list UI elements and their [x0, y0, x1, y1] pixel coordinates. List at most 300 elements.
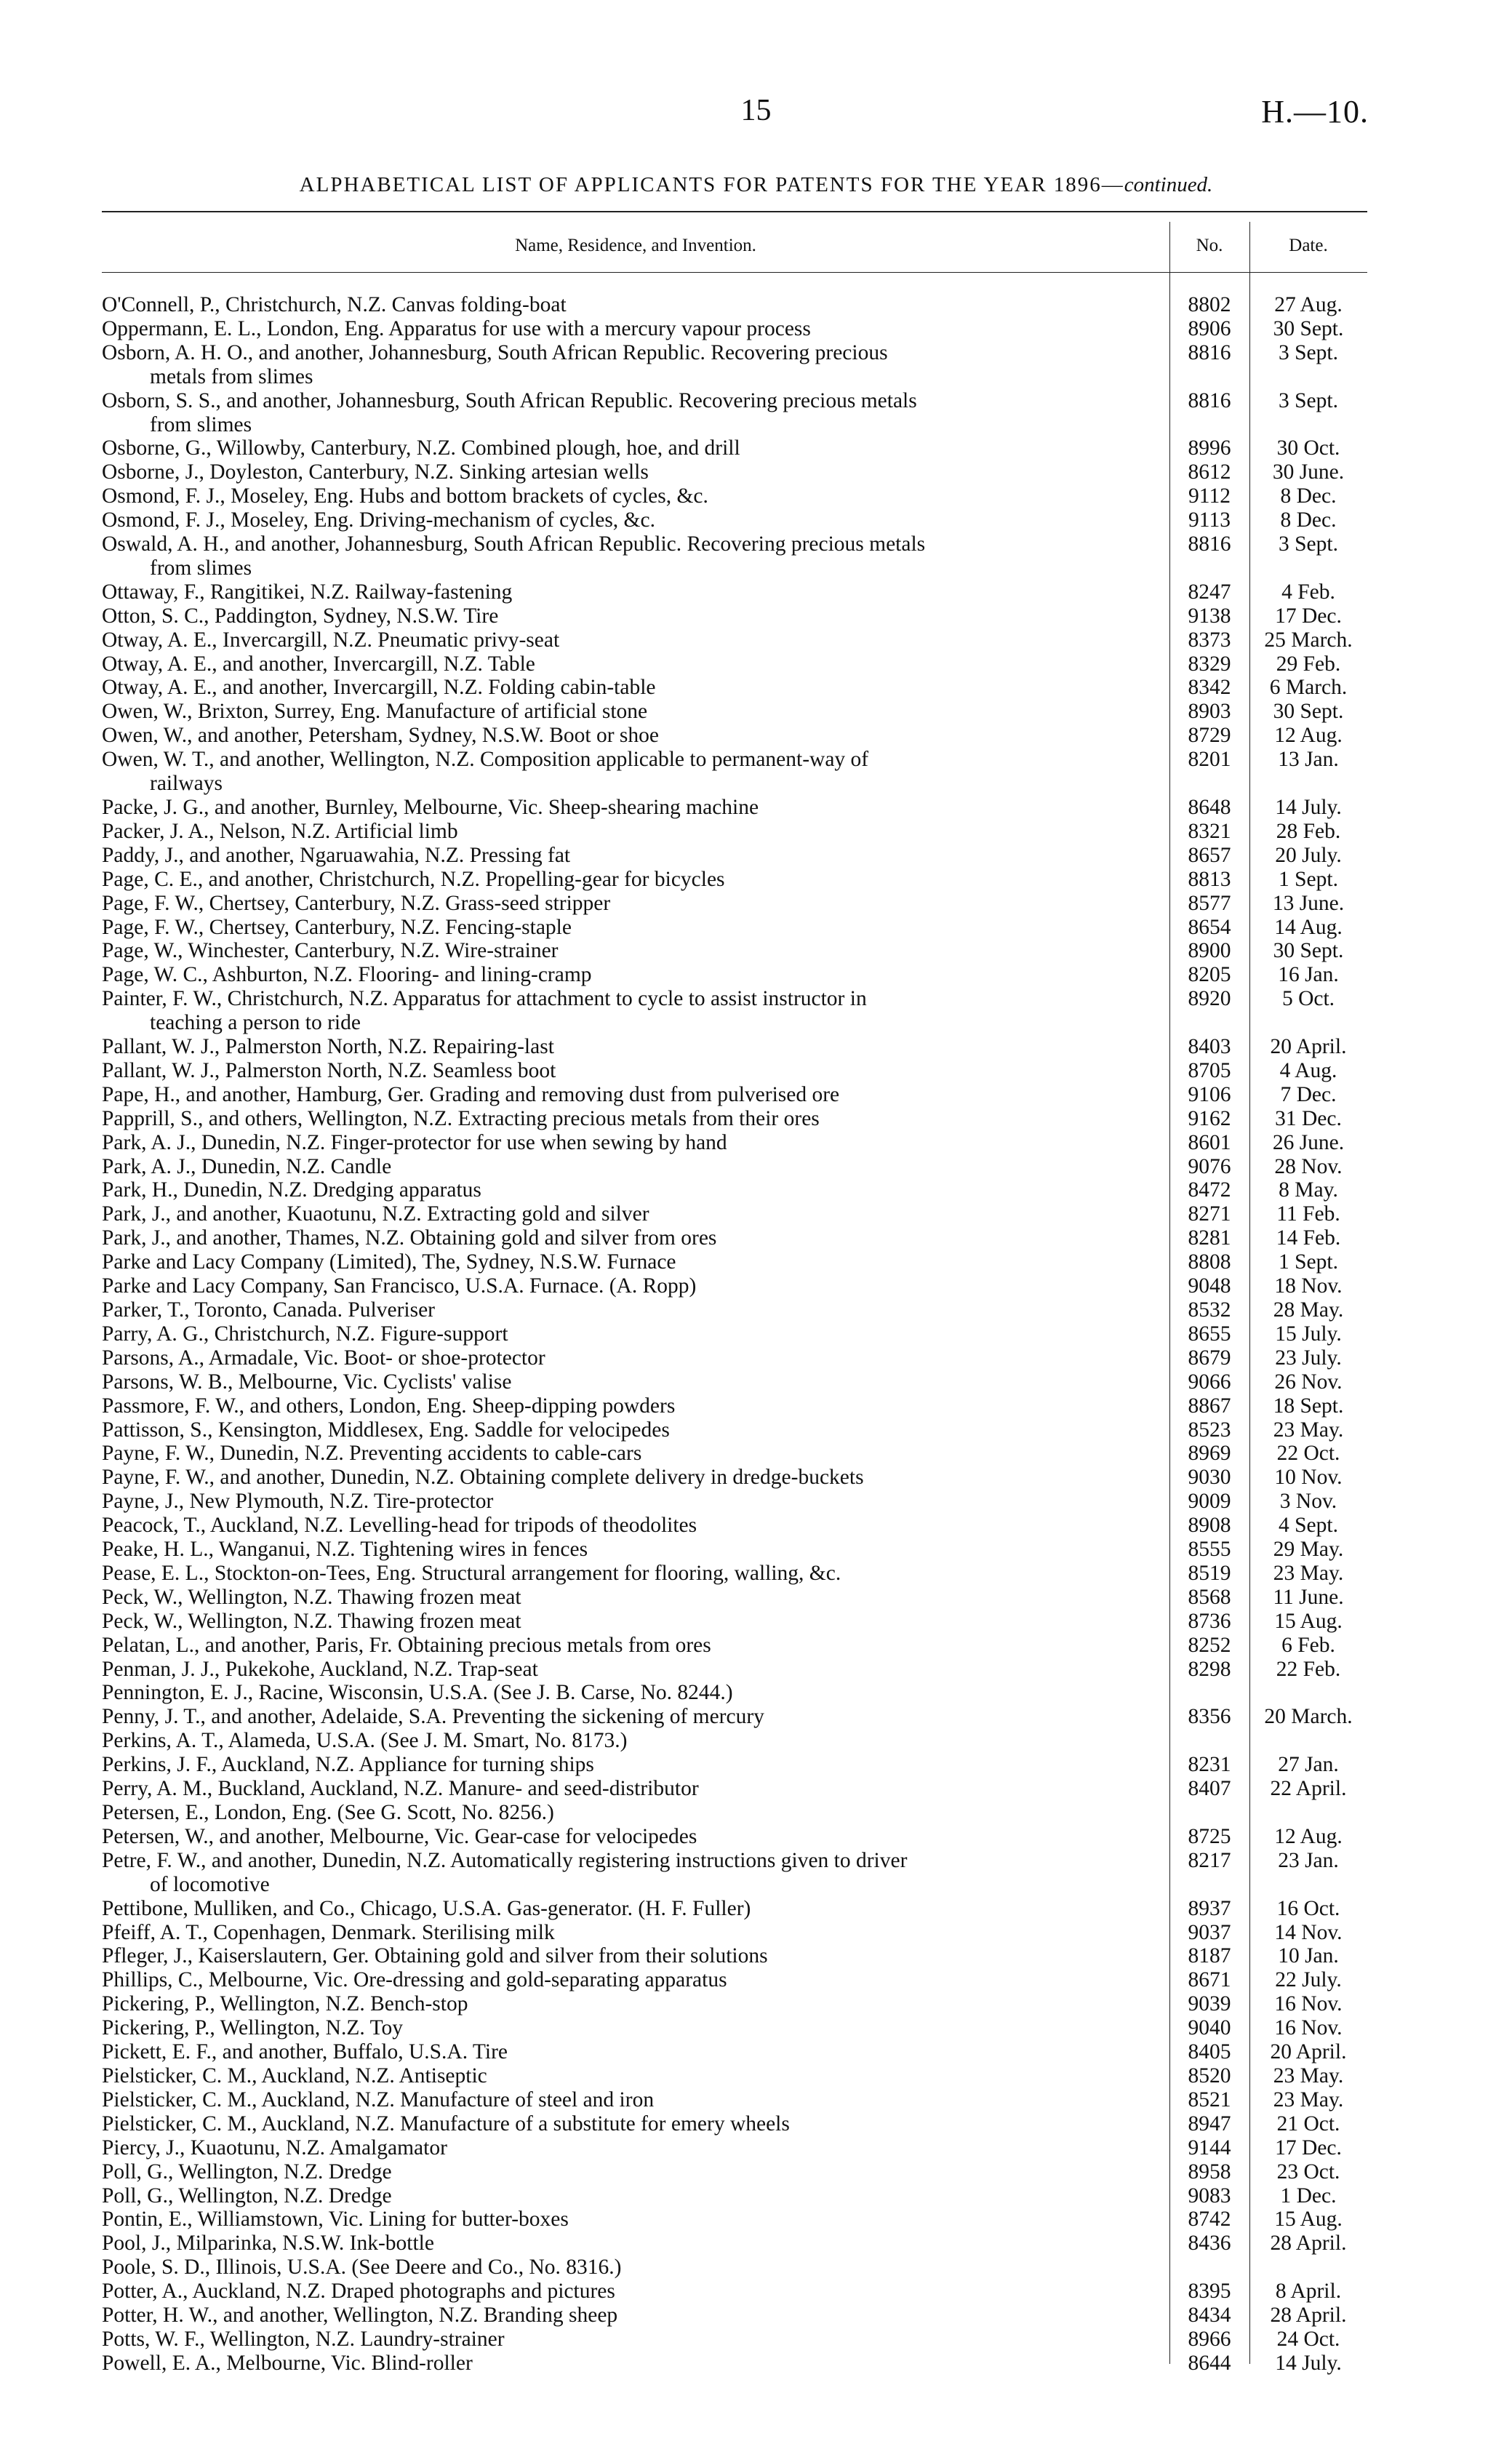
list-item — [102, 916, 1367, 940]
entry-number: 9009 — [1188, 1490, 1231, 1514]
entry-text: Piercy, J., Kuaotunu, N.Z. Amalgamator — [102, 2136, 447, 2160]
entry-name-invention — [102, 1131, 1169, 1155]
entry-text: Pickering, P., Wellington, N.Z. Toy — [102, 2016, 404, 2040]
page-title — [0, 173, 1512, 197]
list-item — [102, 508, 1367, 532]
entry-name-invention — [102, 1921, 1169, 1945]
entry-date: 14 Aug. — [1274, 915, 1343, 939]
entry-name-invention — [102, 2256, 1169, 2280]
entry-name-invention — [102, 2184, 1169, 2208]
entry-date: 13 Jan. — [1278, 748, 1339, 772]
entry-name-invention — [102, 963, 1169, 987]
list-item — [102, 748, 1367, 796]
entry-text: Osmond, F. J., Moseley, Eng. Driving-mechanism of cycles, &c. — [102, 508, 655, 532]
entry-text: Phillips, C., Melbourne, Vic. Ore-dressing and gold-separating apparatus — [102, 1968, 727, 1992]
entry-number — [1169, 1801, 1249, 1825]
list-item — [102, 963, 1367, 987]
list-item — [102, 1274, 1367, 1298]
entry-name-invention — [102, 1825, 1169, 1849]
entry-text: Page, F. W., Chertsey, Canterbury, N.Z. Grass-seed stripper — [102, 891, 611, 915]
entry-date: 14 July. — [1275, 2351, 1342, 2375]
list-item — [102, 1562, 1367, 1586]
list-item — [102, 1729, 1367, 1753]
entry-name-invention — [102, 1658, 1169, 1682]
entry-number: 8205 — [1188, 963, 1231, 987]
entry-number — [1169, 2256, 1249, 2280]
list-item — [102, 2064, 1367, 2088]
entry-text: Peake, H. L., Wanganui, N.Z. Tightening wires in fences — [102, 1538, 588, 1562]
entry-name-invention — [102, 1586, 1169, 1610]
entry-number: 8201 — [1188, 748, 1231, 772]
entry-number: 9039 — [1188, 1992, 1231, 2016]
list-item — [102, 1490, 1367, 1514]
list-item — [102, 580, 1367, 604]
entry-name-invention — [102, 939, 1169, 963]
entry-number: 8808 — [1188, 1250, 1231, 1274]
entry-name-invention — [102, 844, 1169, 868]
entry-date: 12 Aug. — [1274, 1824, 1343, 1848]
entry-text: Page, C. E., and another, Christchurch, N.Z. Propelling-gear for bicycles — [102, 867, 725, 891]
entry-name-invention — [102, 1346, 1169, 1370]
entry-text: Osborne, G., Willowby, Canterbury, N.Z. Combined plough, hoe, and drill — [102, 436, 740, 460]
entry-text: Pease, E. L., Stockton-on-Tees, Eng. Structural arrangement for flooring, walling, &c. — [102, 1561, 841, 1585]
entry-date: 11 June. — [1273, 1585, 1344, 1609]
entry-name-invention — [102, 1322, 1169, 1346]
entry-text: Otway, A. E., and another, Invercargill, N.Z. Table — [102, 652, 535, 676]
entry-date: 27 Jan. — [1278, 1753, 1339, 1777]
entry-number: 8434 — [1188, 2304, 1231, 2328]
list-item — [102, 2136, 1367, 2160]
list-item — [102, 1897, 1367, 1921]
entry-text: Osborn, S. S., and another, Johannesburg, South African Republic. Recovering precious metals — [102, 388, 917, 412]
entry-name-invention — [102, 2328, 1169, 2352]
entry-date: 11 Feb. — [1276, 1202, 1340, 1226]
list-item — [102, 389, 1367, 437]
list-item — [102, 1226, 1367, 1250]
entry-text: Powell, E. A., Melbourne, Vic. Blind-roller — [102, 2351, 473, 2375]
entry-text: Page, W. C., Ashburton, N.Z. Flooring- and lining-cramp — [102, 963, 592, 987]
entry-text: Park, A. J., Dunedin, N.Z. Finger-protector for use when sewing by hand — [102, 1130, 727, 1154]
list-item — [102, 1178, 1367, 1202]
entry-date: 20 March. — [1264, 1705, 1353, 1729]
list-item — [102, 700, 1367, 724]
entry-name-invention — [102, 1634, 1169, 1658]
entry-number: 8867 — [1188, 1394, 1231, 1418]
column-header-date: Date. — [1289, 236, 1328, 255]
list-item — [102, 1514, 1367, 1538]
entry-date: 8 April. — [1275, 2280, 1342, 2304]
entry-number: 8679 — [1188, 1346, 1231, 1370]
entry-name-invention — [102, 724, 1169, 748]
entry-number: 8373 — [1188, 628, 1231, 652]
entry-name-invention — [102, 2040, 1169, 2064]
entry-text: Parsons, W. B., Melbourne, Vic. Cyclists' valise — [102, 1370, 512, 1394]
entry-text: Pelatan, L., and another, Paris, Fr. Obtaining precious metals from ores — [102, 1633, 711, 1657]
entry-number: 8231 — [1188, 1753, 1231, 1777]
entry-number: 8655 — [1188, 1322, 1231, 1346]
entry-name-invention — [102, 748, 1169, 796]
entry-date: 16 Oct. — [1276, 1896, 1340, 1920]
entry-date: 3 Sept. — [1279, 532, 1338, 556]
entry-number: 8906 — [1188, 316, 1231, 340]
list-item — [102, 2016, 1367, 2040]
entry-name-invention — [102, 1705, 1169, 1729]
column-header-no: No. — [1196, 236, 1223, 255]
list-item — [102, 532, 1367, 580]
entry-text: Pielsticker, C. M., Auckland, N.Z. Manufacture of a substitute for emery wheels — [102, 2112, 790, 2136]
entry-text: Osborne, J., Doyleston, Canterbury, N.Z. Sinking artesian wells — [102, 460, 649, 484]
entry-number: 8648 — [1188, 795, 1231, 819]
list-item — [102, 724, 1367, 748]
list-item — [102, 652, 1367, 676]
entry-date: 4 Sept. — [1279, 1514, 1338, 1538]
entry-name-invention — [102, 1083, 1169, 1107]
entry-name-invention — [102, 1849, 1169, 1897]
entry-number: 9112 — [1188, 484, 1231, 508]
entry-continuation: from slimes — [150, 412, 252, 436]
entry-text: Poll, G., Wellington, N.Z. Dredge — [102, 2184, 392, 2208]
entry-number: 8937 — [1188, 1896, 1231, 1920]
entry-date: 5 Oct. — [1281, 987, 1335, 1011]
entry-continuation: metals from slimes — [150, 364, 313, 388]
entry-number: 8472 — [1188, 1178, 1231, 1202]
entry-date: 1 Sept. — [1279, 867, 1338, 891]
entry-text: Page, W., Winchester, Canterbury, N.Z. Wire-strainer — [102, 939, 559, 963]
entry-name-invention — [102, 2112, 1169, 2136]
entry-date: 4 Feb. — [1281, 580, 1335, 604]
entry-number: 8601 — [1188, 1130, 1231, 1154]
entry-text: Painter, F. W., Christchurch, N.Z. Apparatus for attachment to cycle to assist instructor in — [102, 987, 867, 1011]
entry-text: Parke and Lacy Company, San Francisco, U.S.A. Furnace. (A. Ropp) — [102, 1274, 697, 1298]
entry-name-invention — [102, 1610, 1169, 1634]
entry-number: 8900 — [1188, 939, 1231, 963]
entry-text: Pennington, E. J., Racine, Wisconsin, U.S.A. (See J. B. Carse, No. 8244.) — [102, 1681, 733, 1705]
entry-date: 14 Nov. — [1274, 1920, 1343, 1944]
entry-number: 8298 — [1188, 1657, 1231, 1681]
entry-text: Parry, A. G., Christchurch, N.Z. Figure-support — [102, 1322, 508, 1346]
entry-name-invention — [102, 1777, 1169, 1801]
entry-text: Potts, W. F., Wellington, N.Z. Laundry-strainer — [102, 2327, 505, 2351]
list-item — [102, 820, 1367, 844]
entry-text: Parker, T., Toronto, Canada. Pulveriser — [102, 1298, 435, 1322]
list-item — [102, 1083, 1367, 1107]
entry-text: Peck, W., Wellington, N.Z. Thawing frozen meat — [102, 1609, 521, 1633]
entry-name-invention — [102, 916, 1169, 940]
entry-text: Ottaway, F., Rangitikei, N.Z. Railway-fastening — [102, 580, 513, 604]
entry-date: 29 Feb. — [1276, 652, 1341, 676]
list-item — [102, 2304, 1367, 2328]
entry-name-invention — [102, 1538, 1169, 1562]
entry-number: 8519 — [1188, 1561, 1231, 1585]
entry-continuation: from slimes — [150, 556, 252, 580]
entry-name-invention — [102, 1250, 1169, 1274]
list-item — [102, 2328, 1367, 2352]
entry-date: 27 Aug. — [1274, 293, 1343, 316]
entry-text: Potter, A., Auckland, N.Z. Draped photographs and pictures — [102, 2280, 615, 2304]
entry-continuation: of locomotive — [150, 1872, 270, 1896]
entry-text: Payne, F. W., Dunedin, N.Z. Preventing accidents to cable-cars — [102, 1442, 642, 1466]
entry-name-invention — [102, 2208, 1169, 2232]
entry-text: Otway, A. E., Invercargill, N.Z. Pneumatic privy-seat — [102, 628, 560, 652]
entry-number: 8217 — [1188, 1848, 1231, 1872]
entry-text: Park, H., Dunedin, N.Z. Dredging apparatus — [102, 1178, 481, 1202]
entry-name-invention — [102, 1370, 1169, 1394]
entry-text: Park, A. J., Dunedin, N.Z. Candle — [102, 1154, 392, 1178]
list-item — [102, 987, 1367, 1035]
entry-text: Poll, G., Wellington, N.Z. Dredge — [102, 2160, 392, 2184]
list-item — [102, 676, 1367, 700]
entry-date: 7 Dec. — [1280, 1082, 1337, 1106]
list-item — [102, 1155, 1367, 1179]
entry-date: 8 Dec. — [1280, 508, 1337, 532]
entry-date: 13 June. — [1272, 891, 1345, 915]
entry-name-invention — [102, 1562, 1169, 1586]
entry-text: Pattisson, S., Kensington, Middlesex, Eng. Saddle for velocipedes — [102, 1418, 670, 1442]
entry-date: 20 April. — [1270, 1035, 1347, 1059]
entry-date: 18 Nov. — [1274, 1274, 1343, 1298]
entry-text: Pfeiff, A. T., Copenhagen, Denmark. Sterilising milk — [102, 1920, 555, 1944]
entry-name-invention — [102, 820, 1169, 844]
entry-name-invention — [102, 2064, 1169, 2088]
document-code: H.—10. — [1261, 94, 1369, 129]
entry-text: O'Connell, P., Christchurch, N.Z. Canvas folding-boat — [102, 293, 567, 316]
entry-number: 8321 — [1188, 819, 1231, 843]
entry-number: 8657 — [1188, 843, 1231, 867]
entry-text: Owen, W., Brixton, Surrey, Eng. Manufacture of artificial stone — [102, 700, 648, 724]
entry-number: 8816 — [1188, 532, 1231, 556]
list-item — [102, 1658, 1367, 1682]
entry-text: Papprill, S., and others, Wellington, N.Z. Extracting precious metals from their ores — [102, 1106, 820, 1130]
entry-date: 30 June. — [1272, 460, 1345, 484]
entry-date: 12 Aug. — [1274, 724, 1343, 748]
entry-name-invention — [102, 1418, 1169, 1442]
entry-text: Payne, F. W., and another, Dunedin, N.Z. Obtaining complete delivery in dredge-buckets — [102, 1466, 864, 1490]
entry-text: Owen, W., and another, Petersham, Sydney, N.S.W. Boot or shoe — [102, 724, 660, 748]
entry-date: 6 Feb. — [1281, 1633, 1335, 1657]
entry-text: Pool, J., Milparinka, N.S.W. Ink-bottle — [102, 2232, 434, 2256]
entry-number: 8816 — [1188, 388, 1231, 412]
entry-number: 8725 — [1188, 1824, 1231, 1848]
list-item — [102, 460, 1367, 484]
list-item — [102, 1131, 1367, 1155]
entry-date: 22 July. — [1275, 1968, 1342, 1992]
entry-name-invention — [102, 1514, 1169, 1538]
entry-name-invention — [102, 987, 1169, 1035]
entry-text: Packe, J. G., and another, Burnley, Melbourne, Vic. Sheep-shearing machine — [102, 795, 759, 819]
entry-date: 23 July. — [1275, 1346, 1342, 1370]
entry-number: 8356 — [1188, 1705, 1231, 1729]
entry-number: 8577 — [1188, 891, 1231, 915]
entry-text: Petersen, E., London, Eng. (See G. Scott, No. 8256.) — [102, 1801, 554, 1825]
entry-number: 9037 — [1188, 1920, 1231, 1944]
entry-name-invention — [102, 700, 1169, 724]
entry-text: Pettibone, Mulliken, and Co., Chicago, U.S.A. Gas-generator. (H. F. Fuller) — [102, 1896, 751, 1920]
list-item — [102, 1346, 1367, 1370]
entry-number: 8187 — [1188, 1944, 1231, 1968]
entry-date: 18 Sept. — [1273, 1394, 1344, 1418]
entry-number: 8252 — [1188, 1633, 1231, 1657]
entry-number: 8521 — [1188, 2088, 1231, 2112]
list-item — [102, 868, 1367, 892]
entry-continuation: railways — [150, 772, 223, 796]
entry-number: 8329 — [1188, 652, 1231, 676]
list-item — [102, 844, 1367, 868]
entry-name-invention — [102, 1178, 1169, 1202]
entry-number: 8342 — [1188, 676, 1231, 700]
entry-date: 30 Sept. — [1273, 939, 1344, 963]
entry-date: 23 Jan. — [1278, 1848, 1339, 1872]
entry-text: Penman, J. J., Pukekohe, Auckland, N.Z. Trap-seat — [102, 1657, 538, 1681]
entry-name-invention — [102, 2352, 1169, 2376]
entry-name-invention — [102, 2136, 1169, 2160]
entry-name-invention — [102, 2160, 1169, 2184]
entry-number: 8407 — [1188, 1777, 1231, 1801]
entry-text: Perry, A. M., Buckland, Auckland, N.Z. Manure- and seed-distributor — [102, 1777, 699, 1801]
entry-number: 8996 — [1188, 436, 1231, 460]
list-item — [102, 628, 1367, 652]
entry-name-invention — [102, 796, 1169, 820]
entry-text: Page, F. W., Chertsey, Canterbury, N.Z. Fencing-staple — [102, 915, 572, 939]
list-item — [102, 1777, 1367, 1801]
entry-number: 9113 — [1188, 508, 1231, 532]
entry-date: 15 July. — [1275, 1322, 1342, 1346]
entry-date: 1 Dec. — [1280, 2184, 1337, 2208]
entry-text: Pfleger, J., Kaiserslautern, Ger. Obtaining gold and silver from their solutions — [102, 1944, 768, 1968]
list-item — [102, 2352, 1367, 2376]
list-item — [102, 317, 1367, 341]
entry-name-invention — [102, 1753, 1169, 1777]
entry-date: 16 Nov. — [1274, 1992, 1343, 2016]
entry-text: Pallant, W. J., Palmerston North, N.Z. Repairing-last — [102, 1035, 554, 1059]
entry-date: 28 April. — [1270, 2232, 1347, 2256]
entry-name-invention — [102, 628, 1169, 652]
entry-date: 24 Oct. — [1276, 2327, 1340, 2351]
list-item — [102, 2208, 1367, 2232]
entry-name-invention — [102, 1442, 1169, 1466]
entry-date: 15 Aug. — [1274, 1609, 1343, 1633]
entry-number: 8671 — [1188, 1968, 1231, 1992]
entry-name-invention — [102, 604, 1169, 628]
list-item — [102, 1825, 1367, 1849]
entry-date: 17 Dec. — [1275, 604, 1342, 628]
entry-date: 25 March. — [1264, 628, 1353, 652]
list-item — [102, 939, 1367, 963]
entry-date: 26 June. — [1272, 1130, 1345, 1154]
list-item — [102, 2184, 1367, 2208]
list-item — [102, 1107, 1367, 1131]
entry-date: 22 Feb. — [1276, 1657, 1341, 1681]
entry-date: 23 May. — [1273, 1418, 1344, 1442]
list-item — [102, 604, 1367, 628]
entry-name-invention — [102, 1490, 1169, 1514]
entry-number: 8908 — [1188, 1514, 1231, 1538]
entry-number: 8969 — [1188, 1442, 1231, 1466]
list-item — [102, 1634, 1367, 1658]
applicant-list — [102, 293, 1367, 2376]
entry-number: 9138 — [1188, 604, 1231, 628]
entry-text: Otton, S. C., Paddington, Sydney, N.S.W. Tire — [102, 604, 499, 628]
entry-text: Parsons, A., Armadale, Vic. Boot- or shoe-protector — [102, 1346, 545, 1370]
list-item — [102, 1059, 1367, 1083]
entry-date: 28 Nov. — [1274, 1154, 1343, 1178]
entry-name-invention — [102, 2304, 1169, 2328]
entry-text: Pallant, W. J., Palmerston North, N.Z. Seamless boot — [102, 1058, 556, 1082]
entry-text: Passmore, F. W., and others, London, Eng. Sheep-dipping powders — [102, 1394, 676, 1418]
entry-number: 8281 — [1188, 1226, 1231, 1250]
entry-text: Petersen, W., and another, Melbourne, Vic. Gear-case for velocipedes — [102, 1824, 697, 1848]
entry-name-invention — [102, 892, 1169, 916]
entry-number: 8705 — [1188, 1058, 1231, 1082]
title-main: ALPHABETICAL LIST OF APPLICANTS FOR PATENTS FOR THE YEAR 1896— — [299, 173, 1124, 196]
entry-name-invention — [102, 341, 1169, 389]
entry-text: Osborn, A. H. O., and another, Johannesburg, South African Republic. Recovering precious — [102, 340, 888, 364]
entry-number: 8920 — [1188, 987, 1231, 1011]
entry-date: 21 Oct. — [1276, 2112, 1340, 2136]
entry-text: Park, J., and another, Thames, N.Z. Obtaining gold and silver from ores — [102, 1226, 717, 1250]
entry-name-invention — [102, 1059, 1169, 1083]
entry-name-invention — [102, 1155, 1169, 1179]
entry-date: 8 Dec. — [1280, 484, 1337, 508]
entry-text: Owen, W. T., and another, Wellington, N.Z. Composition applicable to permanent-way of — [102, 748, 869, 772]
list-item — [102, 1801, 1367, 1825]
entry-number: 8903 — [1188, 700, 1231, 724]
entry-number: 8802 — [1188, 293, 1231, 316]
entry-name-invention — [102, 1992, 1169, 2016]
entry-name-invention — [102, 1466, 1169, 1490]
list-item — [102, 1418, 1367, 1442]
entry-number: 9040 — [1188, 2016, 1231, 2040]
list-item — [102, 484, 1367, 508]
entry-date: 14 Feb. — [1276, 1226, 1341, 1250]
entry-number: 8654 — [1188, 915, 1231, 939]
entry-text: Penny, J. T., and another, Adelaide, S.A. Preventing the sickening of mercury — [102, 1705, 764, 1729]
list-item — [102, 1705, 1367, 1729]
entry-text: Pielsticker, C. M., Auckland, N.Z. Manufacture of steel and iron — [102, 2088, 655, 2112]
entry-text: Parke and Lacy Company (Limited), The, Sydney, N.S.W. Furnace — [102, 1250, 676, 1274]
entry-number: 8555 — [1188, 1538, 1231, 1562]
entry-date: 30 Sept. — [1273, 700, 1344, 724]
entry-date: 23 May. — [1273, 2064, 1344, 2088]
entry-continuation: teaching a person to ride — [150, 1011, 361, 1035]
entry-date: 14 July. — [1275, 795, 1342, 819]
list-item — [102, 2088, 1367, 2112]
list-item — [102, 2232, 1367, 2256]
list-item — [102, 1538, 1367, 1562]
entry-date: 22 April. — [1270, 1777, 1347, 1801]
list-item — [102, 1322, 1367, 1346]
entry-name-invention — [102, 1226, 1169, 1250]
entry-date: 20 April. — [1270, 2040, 1347, 2064]
entry-date: 22 Oct. — [1276, 1442, 1340, 1466]
entry-number: 9030 — [1188, 1466, 1231, 1490]
list-item — [102, 2040, 1367, 2064]
entry-date: 1 Sept. — [1279, 1250, 1338, 1274]
entry-number: 8736 — [1188, 1609, 1231, 1633]
entry-number: 8568 — [1188, 1585, 1231, 1609]
entry-name-invention — [102, 1274, 1169, 1298]
list-item — [102, 1849, 1367, 1897]
entry-name-invention — [102, 580, 1169, 604]
list-item — [102, 1681, 1367, 1705]
entry-date: 30 Sept. — [1273, 316, 1344, 340]
entry-date: 28 Feb. — [1276, 819, 1341, 843]
entry-name-invention — [102, 1801, 1169, 1825]
entry-name-invention — [102, 1394, 1169, 1418]
entry-name-invention — [102, 484, 1169, 508]
entry-name-invention — [102, 1298, 1169, 1322]
entry-number: 8271 — [1188, 1202, 1231, 1226]
entry-date: 28 April. — [1270, 2304, 1347, 2328]
